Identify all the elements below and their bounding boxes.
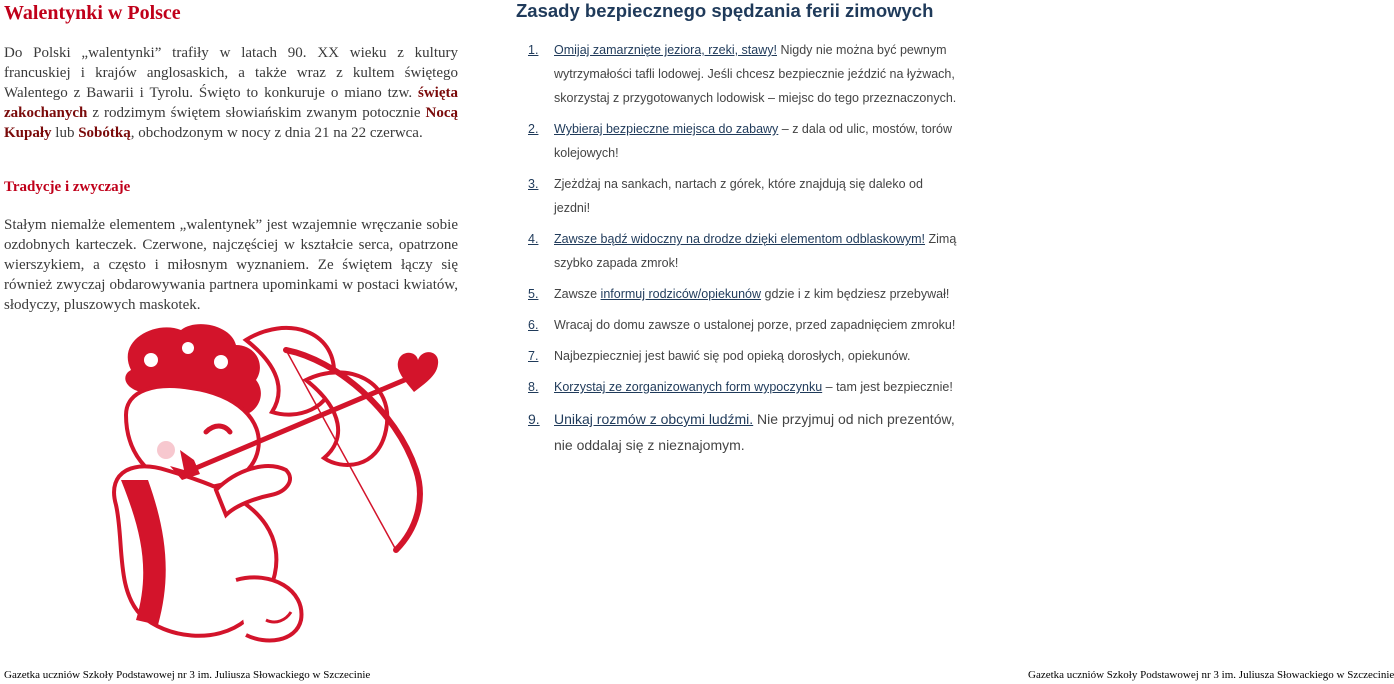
safety-rules-list (514, 38, 960, 465)
traditions-paragraph: Stałym niemalże elementem „walentynek” jest wzajemnie wręczanie sobie ozdobnych karteczek. Czerwone, najczęściej w kształcie serca, opatrzone wierszykiem, a często i miłosnym wyznaniem. Ze świętem łączy się również zwyczaj obdarowywania partnera upominkami w postaci kwiatów, słodyczy, pluszowych maskotek. (4, 217, 458, 313)
text-segment: z rodzimym świętem słowiańskim zwanym potocznie (87, 105, 426, 121)
rule-number: 3. (528, 177, 539, 191)
bold-term: święta zakochanych (4, 85, 458, 121)
right-footer: Gazetka uczniów Szkoły Podstawowej nr 3 im. Juliusza Słowackiego w Szczecinie (1028, 669, 1394, 681)
text-segment: , obchodzonym w nocy z dnia 21 na 22 czerwca. (130, 125, 423, 141)
text-segment: Do Polski „walentynki” trafiły w latach 90. XX wieku z kultury francuskiej i krajów anglosaskich, a także wraz z kultem świętego Walentego z Bawarii i Tyrolu. Święto to konkuruje o miano tzw. (4, 45, 458, 101)
rule-item (514, 406, 960, 458)
rule-number: 7. (528, 349, 539, 363)
rule-text: Zjeżdżaj na sankach, nartach z górek, które znajdują się daleko od jezdni! (554, 177, 923, 215)
rule-highlight: informuj rodziców/opiekunów (600, 287, 762, 301)
rule-item (514, 344, 960, 368)
text-segment: lub (51, 125, 79, 141)
rule-text: Nie przyjmuj od nich prezentów, nie oddalaj się z nieznajomym. (554, 411, 955, 453)
rule-number: 9. (528, 411, 540, 427)
rule-text: Wracaj do domu zawsze o ustalonej porze, przed zapadnięciem zmroku! (554, 318, 956, 332)
left-title: Walentynki w Polsce (4, 2, 181, 24)
rule-text: – tam jest bezpiecznie! (822, 380, 953, 394)
traditions-subtitle: Tradycje i zwyczaje (4, 179, 131, 195)
rule-number: 5. (528, 287, 539, 301)
rule-text: Najbezpieczniej jest bawić się pod opieką dorosłych, opiekunów. (554, 349, 911, 363)
rule-highlight: Zawsze bądź widoczny na drodze dzięki elementom odblaskowym! (554, 232, 926, 246)
rule-text: – z dala od ulic, mostów, torów kolejowych! (554, 122, 953, 160)
rule-highlight: Wybieraj bezpieczne miejsca do zabawy (554, 122, 779, 136)
rule-text: gdzie i z kim będziesz przebywał! (761, 287, 950, 301)
left-footer: Gazetka uczniów Szkoły Podstawowej nr 3 im. Juliusza Słowackiego w Szczecinie (4, 669, 371, 681)
rule-text: Zimą szybko zapada zmrok! (554, 232, 957, 270)
rule-item (514, 313, 960, 337)
left-page (0, 0, 466, 684)
rule-number: 8. (528, 380, 539, 394)
rule-number: 4. (528, 232, 539, 246)
rule-number: 1. (528, 43, 539, 57)
rule-item (514, 117, 960, 165)
rule-number: 6. (528, 318, 539, 332)
right-title: Zasady bezpiecznego spędzania ferii zimowych (516, 0, 934, 21)
rule-text: Nigdy nie można być pewnym wytrzymałości tafli lodowej. Jeśli chcesz bezpiecznie jeździć na łyżwach, skorzystaj z przygotowanych lodowisk – miejsc do tego przeznaczonych. (554, 43, 957, 105)
rule-number: 2. (528, 122, 539, 136)
rule-item (514, 172, 960, 220)
cupid-illustration (96, 320, 442, 650)
rule-item (514, 38, 960, 110)
bold-term: Sobótką (78, 125, 131, 141)
right-page (514, 0, 1394, 684)
cupid-leg (236, 577, 301, 640)
rule-item (514, 375, 960, 399)
rule-highlight: Korzystaj ze zorganizowanych form wypoczynku (554, 380, 823, 394)
arrow-heart-tip (398, 352, 438, 392)
intro-paragraph (4, 43, 458, 143)
rule-item (514, 227, 960, 275)
rule-highlight: Unikaj rozmów z obcymi ludźmi. (554, 411, 754, 427)
rule-item (514, 282, 960, 306)
rule-text: Zawsze (554, 287, 601, 301)
rule-highlight: Omijaj zamarznięte jeziora, rzeki, stawy! (554, 43, 777, 57)
bold-term: Nocą Kupały (4, 105, 458, 141)
